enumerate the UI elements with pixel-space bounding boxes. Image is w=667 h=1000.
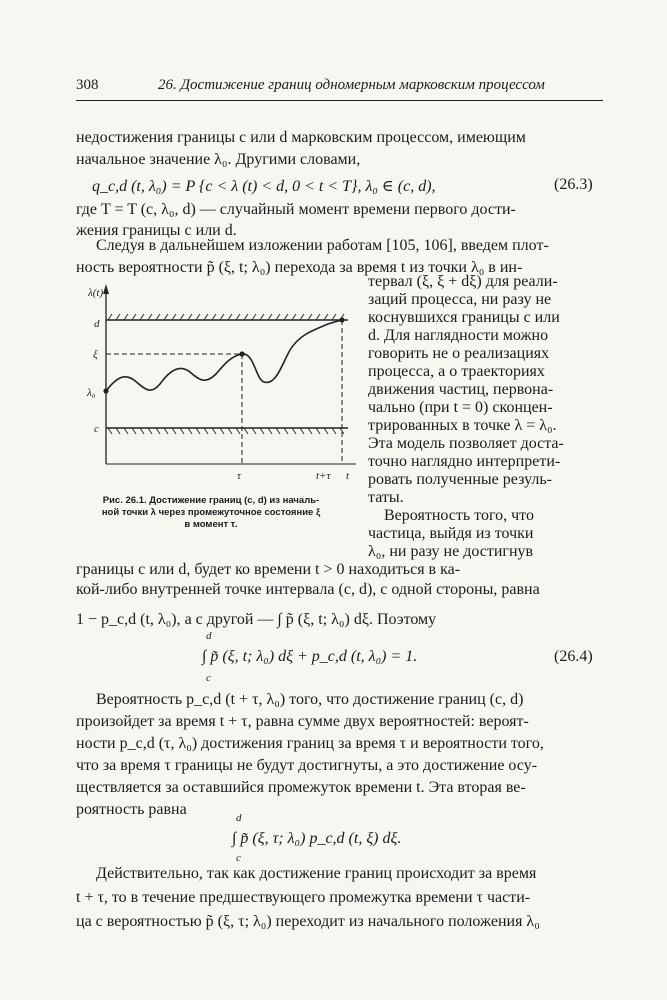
text-line: произойдет за время t + τ, равна сумме двух вероятностей: вероят- [76, 713, 529, 730]
equation-26-4: ∫ p̃ (ξ, t; λ₀) dξ + p_c,d (t, λ₀) = 1. [202, 648, 418, 665]
label-tau: τ [237, 470, 241, 482]
text-line: движения частиц, первона- [368, 381, 554, 398]
text-line: говорить не о реализациях [368, 345, 550, 362]
text-line: таты. [368, 489, 404, 506]
text-line: заций процесса, ни разу не [368, 291, 552, 308]
text-line: ца с вероятностью p̃ (ξ, τ; λ₀) переходит из начального положения λ₀ [76, 913, 540, 930]
integral-lower-limit: c [236, 852, 241, 864]
text-line: ществляется за оставшийся промежуток времени t. Эта вторая ве- [76, 779, 526, 796]
label-xi: ξ [93, 349, 98, 361]
integral-upper-limit: d [236, 812, 242, 824]
text-line: Следуя в дальнейшем изложении работам [105, 106], введем плот- [96, 237, 549, 254]
text-line: чально (при t = 0) сконцен- [368, 399, 553, 416]
equation-number: (26.4) [554, 648, 593, 665]
text-line: где T = T (c, λ₀, d) — случайный момент времени первого дости- [76, 201, 516, 218]
text-line: частица, выйдя из точки [368, 525, 534, 542]
equation-26-3: q_c,d (t, λ₀) = P {c < λ (t) < d, 0 < t < T}, λ₀ ∈ (c, d), [92, 178, 436, 195]
text-line: кой-либо внутренней точке интервала (c, d), с одной стороны, равна [76, 581, 540, 598]
text-line: точно наглядно интерпрети- [368, 453, 561, 470]
text-line: ности p_c,d (τ, λ₀) достижения границ за время τ и вероятности того, [76, 735, 544, 752]
text-line: Действительно, так как достижение границ происходит за время [96, 865, 537, 882]
label-t: t [346, 470, 350, 482]
equation-integral: ∫ p̃ (ξ, τ; λ₀) p_c,d (t, ξ) dξ. [232, 830, 402, 847]
boundary-d-hatching [108, 314, 344, 320]
header-rule [76, 100, 603, 101]
y-axis-arrow [103, 284, 109, 294]
text-line: 1 − p_c,d (t, λ₀), а с другой — ∫ p̃ (ξ, t; λ₀) dξ. Поэтому [76, 611, 437, 628]
figure-caption [76, 495, 346, 531]
text-line: ровать полученные резуль- [368, 471, 552, 488]
trajectory-curve [106, 320, 342, 391]
text-line: начальное значение λ₀. Другими словами, [76, 151, 361, 168]
label-c: c [94, 423, 99, 435]
start-point [103, 388, 108, 393]
running-title: 26. Достижение границ одномерным марковским процессом [158, 77, 545, 93]
text-line: границы c или d, будет ко времени t > 0 находиться в ка- [76, 561, 461, 578]
text-line: Вероятность p_c,d (t + τ, λ₀) того, что достижение границ (c, d) [96, 691, 524, 708]
text-line: Эта модель позволяет доста- [368, 435, 564, 452]
label-t-tau: t+τ [316, 470, 331, 482]
text-line: трированных в точке λ = λ₀. [368, 417, 557, 434]
text-line: коснувшихся границы c или [368, 309, 560, 326]
text-line: что за время τ границы не будут достигнуты, а это достижение осу- [76, 757, 538, 774]
text-line: t + τ, то в течение предшествующего промежутка времени τ части- [76, 889, 531, 906]
label-lambda0: λ₀ [87, 387, 96, 399]
text-line: Вероятность того, что [384, 507, 534, 524]
integral-lower-limit: c [206, 672, 211, 684]
caption-line: Рис. 26.1. Достижение границ (c, d) из началь- [102, 495, 320, 506]
text-line: роятность равна [76, 801, 187, 818]
equation-number: (26.3) [554, 176, 593, 193]
caption-line: ной точки λ через промежуточное состояние ξ [101, 507, 321, 518]
figure-26-1 [76, 278, 360, 488]
text-line: тервал (ξ, ξ + dξ) для реали- [368, 273, 558, 290]
text-line: d. Для наглядности можно [368, 327, 549, 344]
label-d: d [94, 318, 100, 330]
caption-line: в момент τ. [184, 519, 238, 530]
integral-upper-limit: d [206, 630, 212, 642]
boundary-c-hatching [108, 428, 344, 434]
page-number: 308 [76, 77, 99, 93]
y-axis-label: λ(t) [88, 287, 104, 299]
text-line: недостижения границы c или d марковским процессом, имеющим [76, 129, 526, 146]
text-line: жения границы c или d. [76, 222, 237, 239]
text-line: ность вероятности p̃ (ξ, t; λ₀) перехода за время t из точки λ₀ в ин- [76, 259, 523, 276]
text-line: процесса, а о траекториях [368, 363, 545, 380]
text-line: λ₀, ни разу не достигнув [368, 543, 534, 560]
